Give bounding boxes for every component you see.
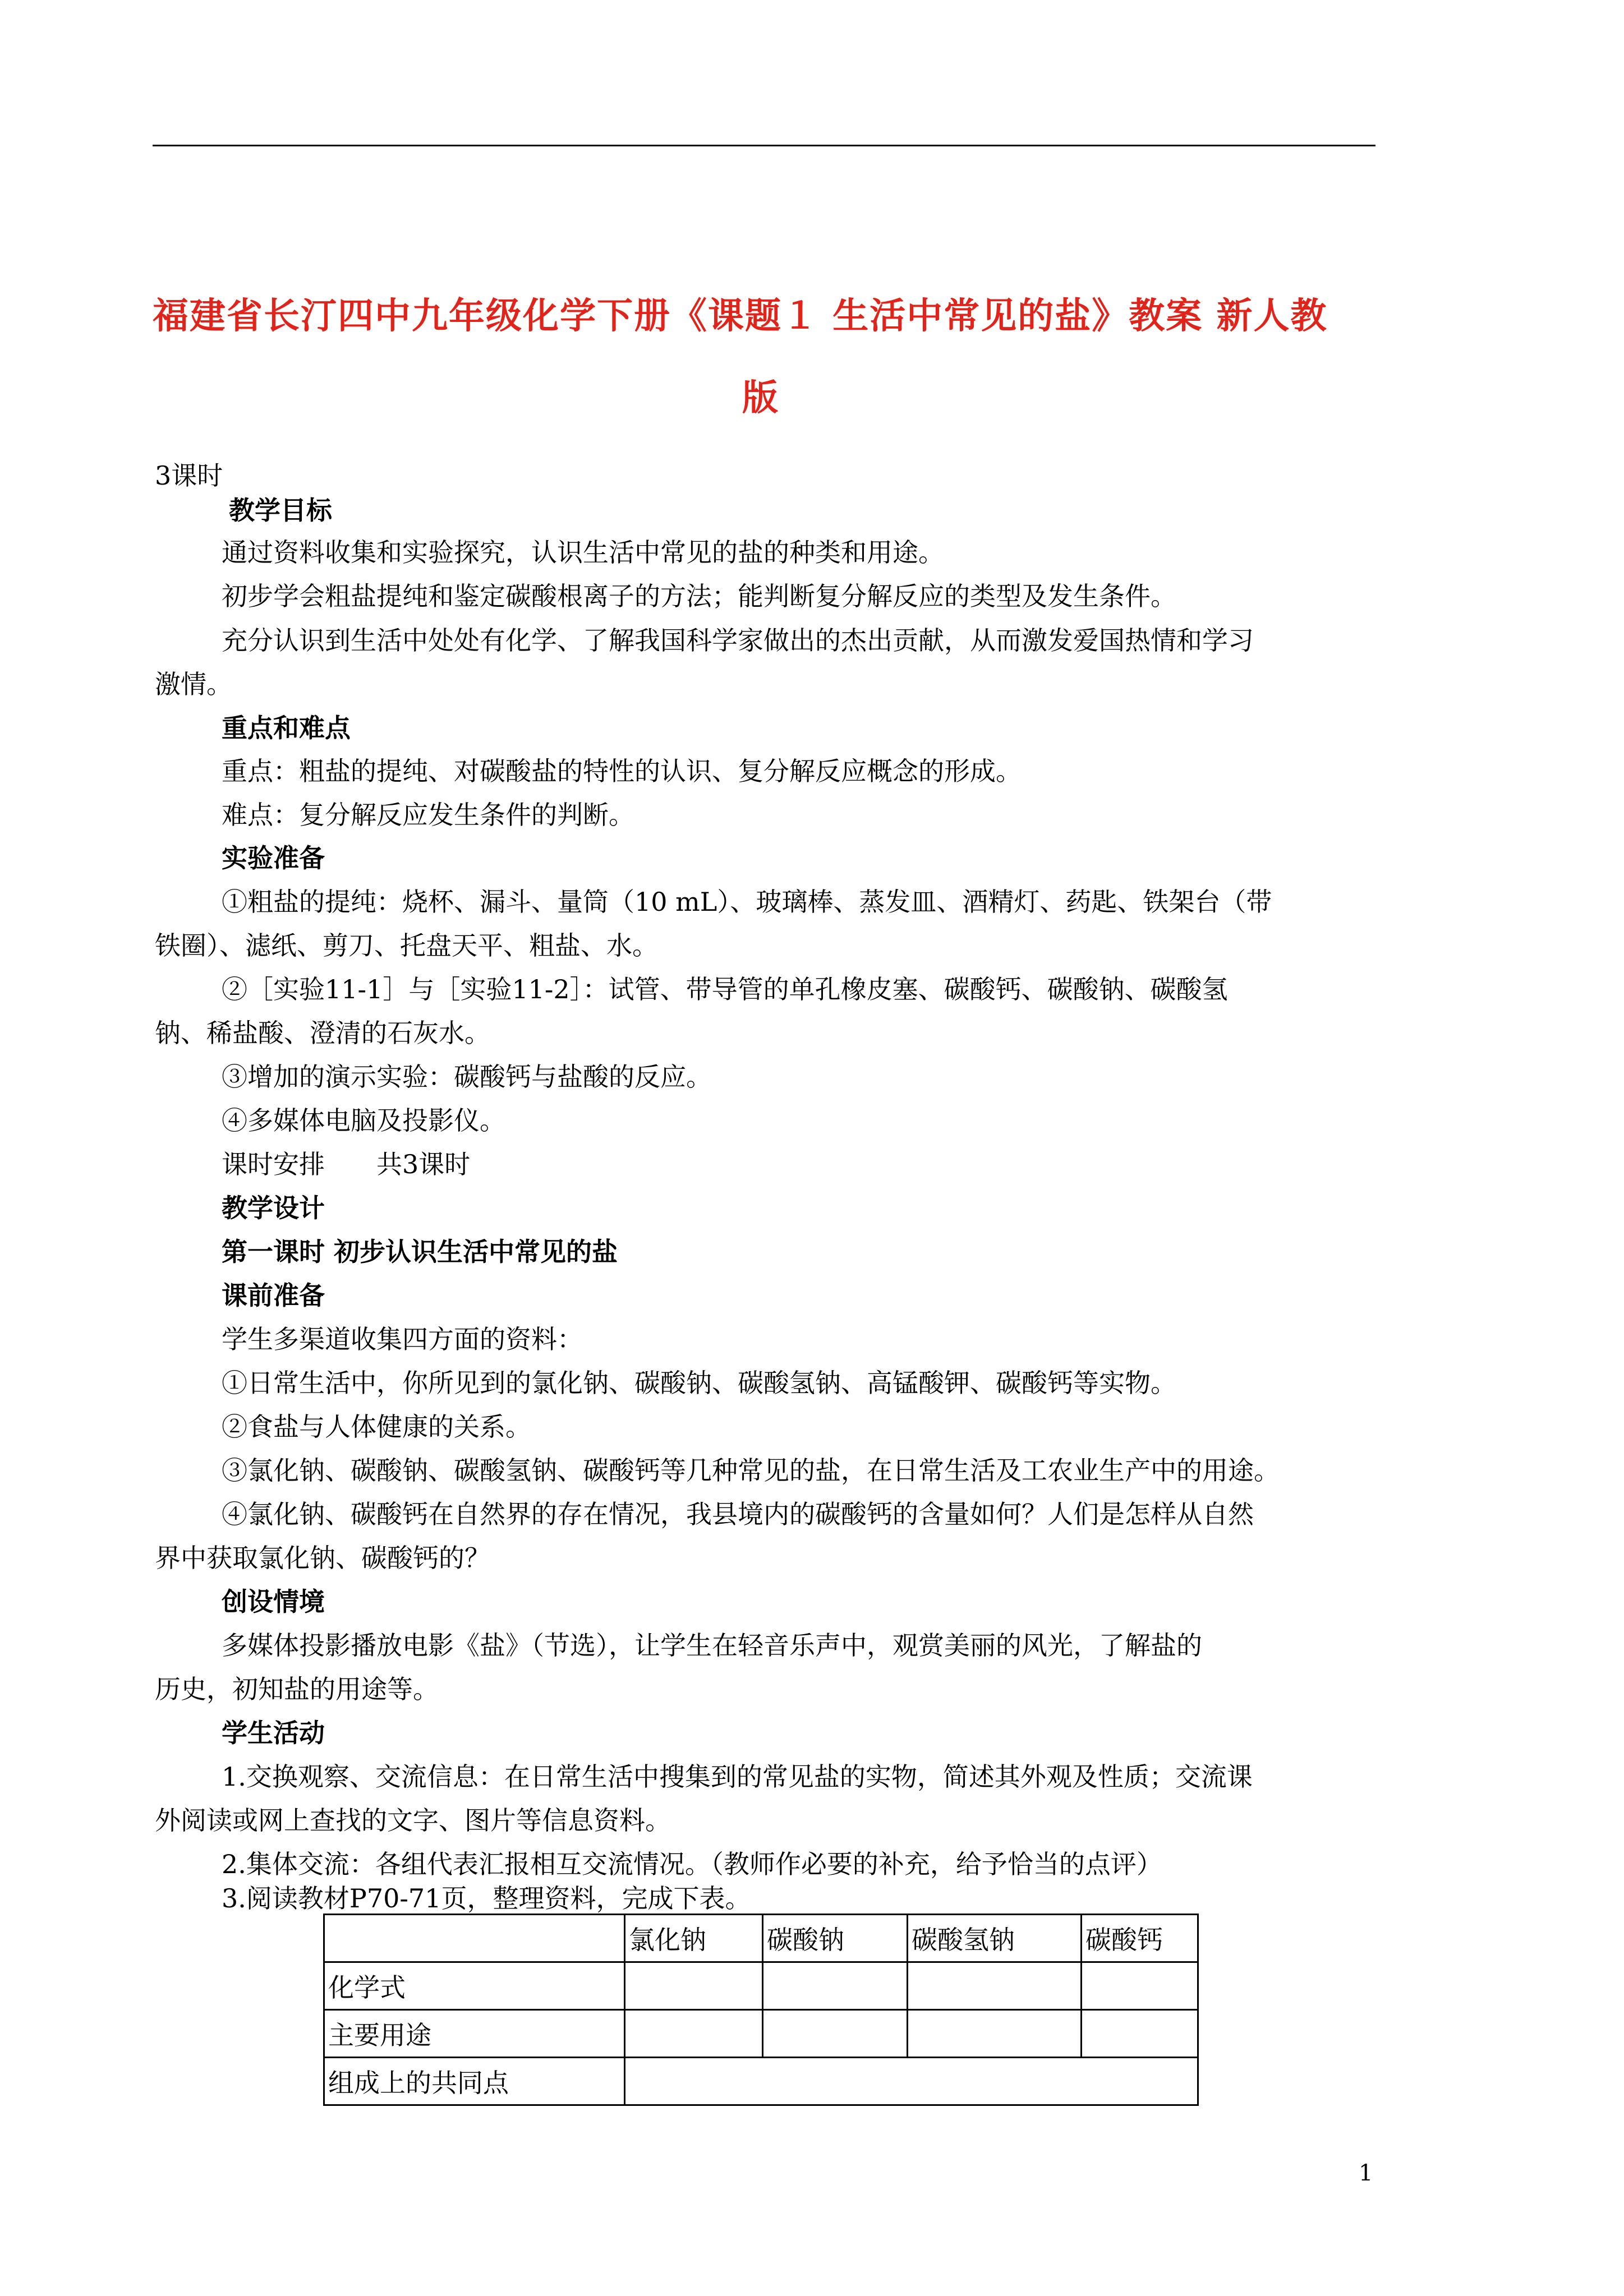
prep-item-continued: 铁圈）、滤纸、剪刀、托盘天平、粗盐、水。 [155,930,658,961]
table-header-cell: 碳酸氢钠 [908,1915,1082,1962]
table-header-row [324,1915,1198,1962]
row-label: 化学式 [324,1962,625,2010]
table-cell [1082,1962,1198,2010]
pre-item: ②食盐与人体健康的关系。 [222,1412,531,1442]
section-heading-activity: 学生活动 [222,1718,325,1748]
focus-key: 重点：粗盐的提纯、对碳酸盐的特性的认识、复分解反应概念的形成。 [222,756,1022,786]
table-cell [1082,2010,1198,2058]
goal-item: 通过资料收集和实验探究，认识生活中常见的盐的种类和用途。 [222,537,944,568]
activity-item: 3.阅读教材P70-71页，整理资料，完成下表。 [222,1883,751,1914]
table-row [324,2010,1198,2058]
pre-intro: 学生多渠道收集四方面的资料： [222,1324,583,1354]
table-cell [763,2010,908,2058]
document-title: 福建省长汀四中九年级化学下册《课题１ 生活中常见的盐》教案 新人教 [153,295,1328,337]
section-heading-goals: 教学目标 [229,495,332,525]
prep-item: ④多媒体电脑及投影仪。 [222,1105,505,1136]
section-heading-focus: 重点和难点 [222,713,351,743]
section-heading-pre: 课前准备 [222,1280,325,1311]
table-row [324,1962,1198,2010]
activity-item: 1.交换观察、交流信息：在日常生活中搜集到的常见盐的实物，简述其外观及性质；交流课 [222,1762,1253,1792]
pre-item: ④氯化钠、碳酸钙在自然界的存在情况，我县境内的碳酸钙的含量如何？人们是怎样从自然 [222,1499,1254,1529]
table-cell [625,1962,763,2010]
lesson-count: 3课时 [155,460,223,491]
lesson1-heading: 第一课时 初步认识生活中常见的盐 [222,1237,618,1267]
table-cell [625,2010,763,2058]
table-header-cell: 氯化钠 [625,1915,763,1962]
table-cell [908,1962,1082,2010]
section-heading-design: 教学设计 [222,1193,325,1223]
table-header-cell: 碳酸钠 [763,1915,908,1962]
pre-item: ③氯化钠、碳酸钠、碳酸氢钠、碳酸钙等几种常见的盐，在日常生活及工农业生产中的用途。 [222,1455,1280,1486]
table-header-cell: 碳酸钙 [1082,1915,1198,1962]
scene-text-continued: 历史，初知盐的用途等。 [155,1674,439,1704]
goal-item: 充分认识到生活中处处有化学、了解我国科学家做出的杰出贡献，从而激发爱国热情和学习 [222,625,1254,656]
prep-item: ②［实验11-1］与［实验11-2］：试管、带导管的单孔橡皮塞、碳酸钙、碳酸钠、碳酸氢 [222,974,1228,1004]
pre-item: ①日常生活中，你所见到的氯化钠、碳酸钠、碳酸氢钠、高锰酸钾、碳酸钙等实物。 [222,1368,1176,1398]
activity-item-continued: 外阅读或网上查找的文字、图片等信息资料。 [155,1805,671,1836]
schedule: 课时安排 共3课时 [222,1149,471,1179]
document-title-continued: 版 [742,377,779,419]
salts-table [323,1914,1199,2106]
table-row [324,2058,1198,2105]
prep-item-continued: 钠、稀盐酸、澄清的石灰水。 [155,1018,490,1048]
scene-text: 多媒体投影播放电影《盐》（节选），让学生在轻音乐声中，观赏美丽的风光，了解盐的 [222,1630,1202,1661]
section-heading-prep: 实验准备 [222,843,325,873]
table-cell [763,1962,908,2010]
row-label: 组成上的共同点 [324,2058,625,2105]
header-rule [153,145,1375,146]
goal-item: 初步学会粗盐提纯和鉴定碳酸根离子的方法；能判断复分解反应的类型及发生条件。 [222,581,1176,611]
prep-item: ③增加的演示实验：碳酸钙与盐酸的反应。 [222,1062,712,1092]
focus-difficulty: 难点：复分解反应发生条件的判断。 [222,800,634,830]
activity-item: 2.集体交流：各组代表汇报相互交流情况。（教师作必要的补充，给予恰当的点评） [222,1849,1162,1879]
pre-item-continued: 界中获取氯化钠、碳酸钙的？ [155,1543,490,1573]
table-header-cell [324,1915,625,1962]
prep-item: ①粗盐的提纯：烧杯、漏斗、量筒（10 mL）、玻璃棒、蒸发皿、酒精灯、药匙、铁架台（带 [222,887,1272,917]
table-cell-merged [625,2058,1198,2105]
page-number: 1 [1359,2160,1373,2186]
table-cell [908,2010,1082,2058]
row-label: 主要用途 [324,2010,625,2058]
section-heading-scene: 创设情境 [222,1587,325,1617]
goal-item-continued: 激情。 [155,669,232,699]
